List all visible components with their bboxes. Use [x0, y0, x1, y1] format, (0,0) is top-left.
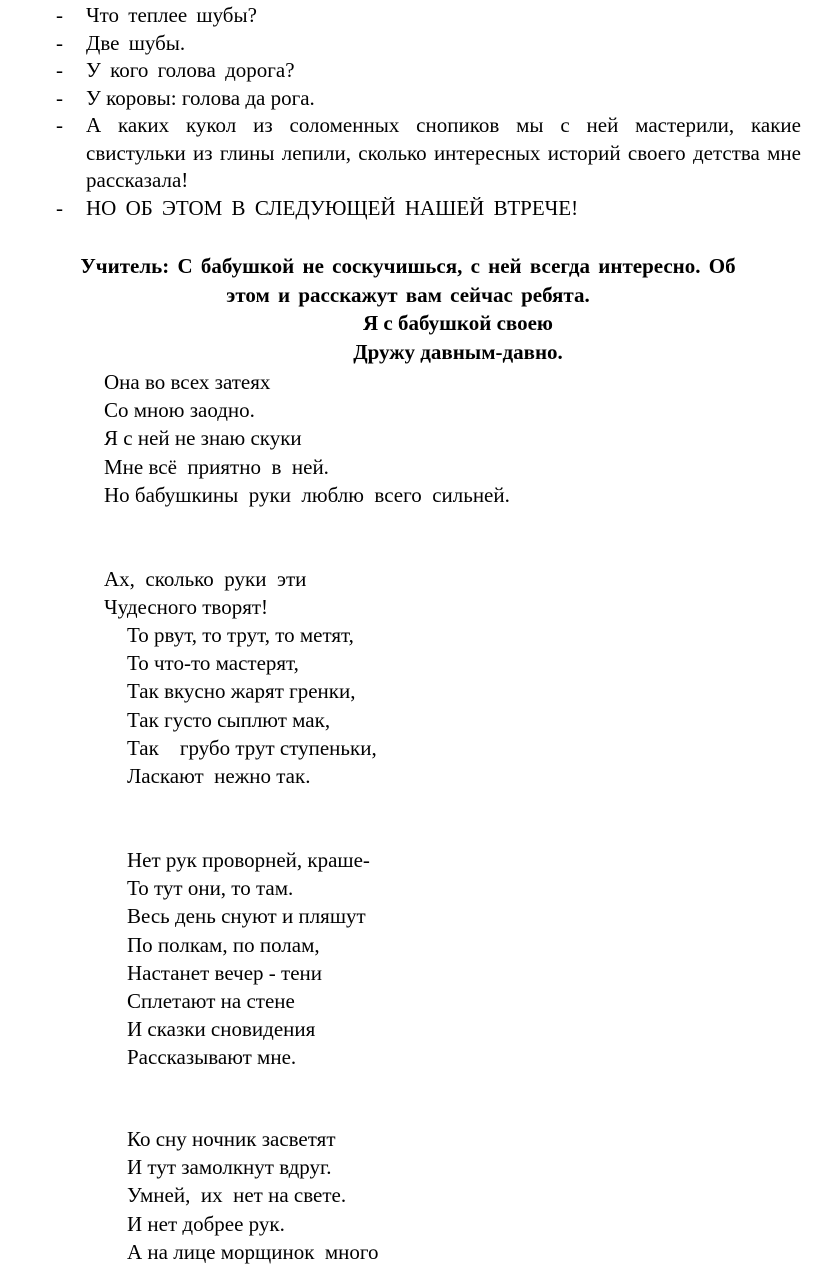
dialogue-dash: -	[56, 195, 63, 220]
dialogue-line	[56, 30, 801, 58]
dialogue-line	[56, 112, 801, 195]
dialogue-line	[56, 2, 801, 30]
poem-line: Ах, сколько руки эти	[104, 567, 307, 591]
dialogue-text: Что теплее шубы?	[86, 3, 257, 27]
dialogue-text: А каких кукол из соломенных снопиков мы с ней мастерили, какие свистульки из глины лепили, сколько интересных историй своего детства мне рассказала!	[86, 113, 801, 192]
poem-line: Нет рук проворней, краше-	[127, 848, 370, 872]
poem-line: То рвут, то трут, то метят,	[127, 623, 354, 647]
dialogue-list	[56, 2, 801, 222]
poem-line: А на лице морщинок много	[127, 1239, 379, 1264]
poem-line: Весь день снуют и пляшут	[127, 904, 366, 929]
poem-line: Настанет вечер - тени	[127, 960, 322, 985]
dialogue-dash: -	[56, 30, 63, 55]
poem-line: То что-то мастерят,	[127, 651, 299, 676]
teacher-remark-line: этом и расскажут вам сейчас ребята.	[226, 283, 590, 307]
dialogue-dash: -	[56, 58, 63, 82]
poem-line: Ко сну ночник засветят	[127, 1127, 336, 1151]
poem-line: Так вкусно жарят гренки,	[127, 679, 356, 704]
dialogue-dash: -	[56, 3, 63, 27]
poem-line: Так густо сыплют мак,	[127, 707, 331, 732]
poem-stanza	[127, 1125, 379, 1266]
poem-stanza	[104, 368, 510, 509]
poem-line: Мне всё приятно в ней.	[104, 454, 329, 479]
poem-stanza	[104, 565, 306, 621]
dialogue-line	[56, 195, 801, 223]
poem-line: Я с ней не знаю скуки	[104, 426, 302, 451]
teacher-remark-line: Учитель: С бабушкой не соскучишься, с ней всегда интересно. Об	[80, 254, 736, 278]
dialogue-text: Две шубы.	[86, 30, 186, 55]
poem-line: Умней, их нет на свете.	[127, 1183, 347, 1208]
dialogue-text: У кого голова дорога?	[86, 58, 295, 82]
poem-line: Но бабушкины руки люблю всего сильней.	[104, 482, 510, 507]
poem-line: Со мною заодно.	[104, 398, 255, 423]
poem-stanza	[127, 621, 377, 790]
teacher-remark	[20, 252, 796, 310]
dialogue-line	[56, 85, 801, 113]
poem-line: И нет добрее рук.	[127, 1211, 285, 1236]
poem-line: То тут они, то там.	[127, 876, 294, 901]
dialogue-dash: -	[56, 85, 63, 110]
dialogue-text: НО ОБ ЭТОМ В СЛЕДУЮЩЕЙ НАШЕЙ ВТРЕЧЕ!	[86, 195, 579, 220]
poem-stanza	[127, 846, 370, 1072]
poem-line: И сказки сновидения	[127, 1017, 316, 1042]
poem-line: Так грубо трут ступеньки,	[127, 735, 377, 760]
poem-line: Чудесного творят!	[104, 595, 269, 620]
poem-line: Сплетают на стене	[127, 989, 295, 1014]
poem-line: Она во всех затеях	[104, 370, 271, 394]
poem-line: И тут замолкнут вдруг.	[127, 1155, 332, 1180]
dialogue-text: У коровы: голова да рога.	[86, 85, 315, 110]
dialogue-line	[56, 57, 801, 85]
poem-heading-line: Дружу давным-давно.	[353, 340, 563, 364]
poem-heading-line: Я с бабушкой своею	[363, 311, 553, 335]
dialogue-dash: -	[56, 113, 63, 137]
poem-line: По полкам, по полам,	[127, 932, 320, 957]
poem-line: Ласкают нежно так.	[127, 764, 311, 789]
poem-line: Рассказывают мне.	[127, 1045, 297, 1070]
